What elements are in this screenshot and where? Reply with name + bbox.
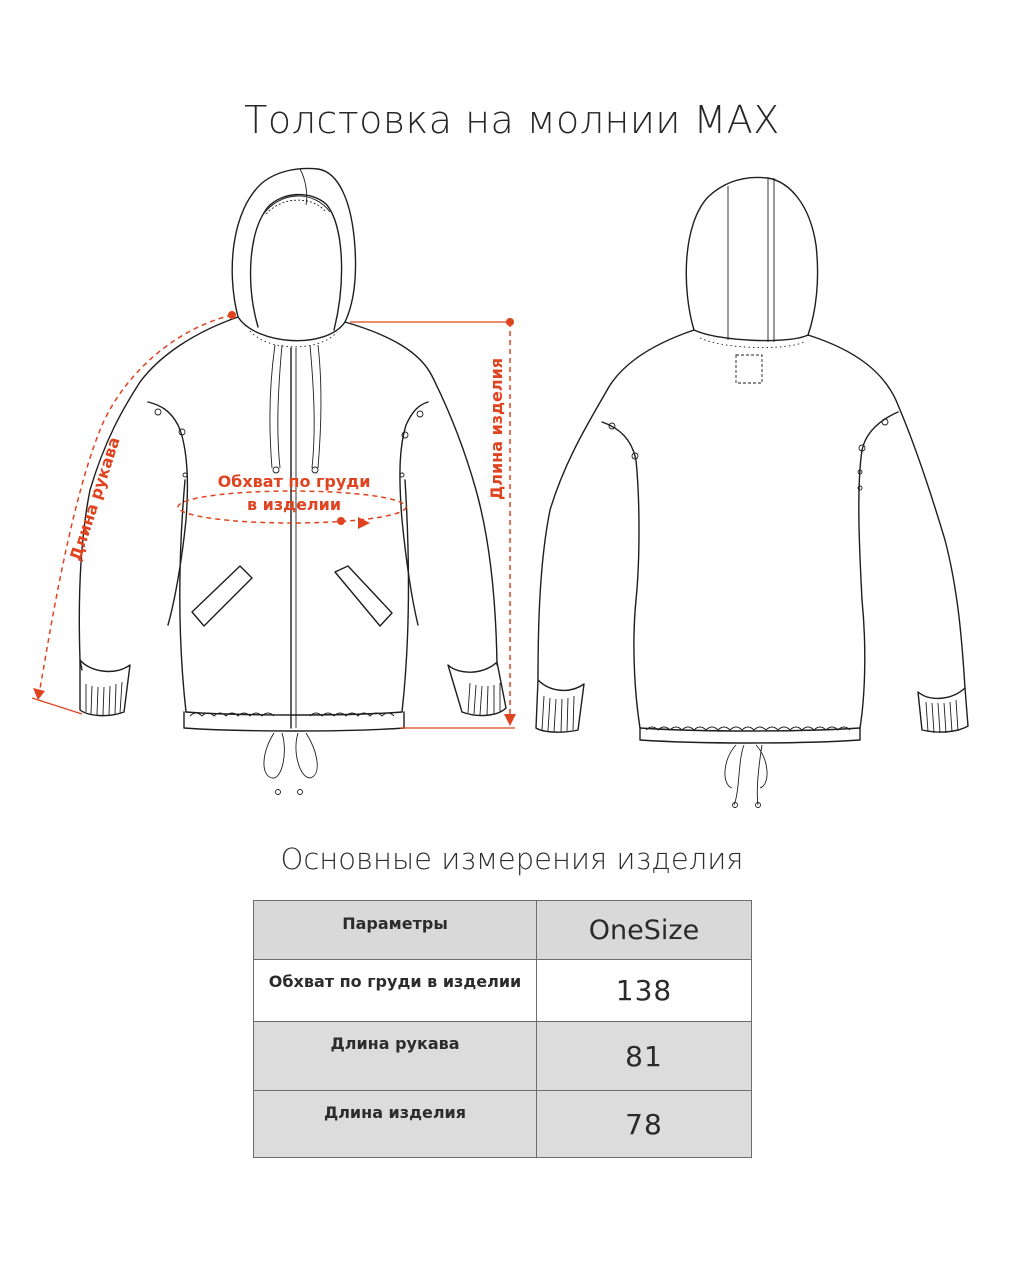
- value-length: 78: [537, 1091, 752, 1158]
- header-parameters: Параметры: [254, 901, 537, 960]
- value-chest: 138: [537, 960, 752, 1022]
- garment-sketch: [0, 160, 1024, 820]
- back-view: [536, 177, 968, 807]
- sleeve-length-label: Длина рукава: [65, 434, 124, 564]
- chest-label-line2: в изделии: [246, 495, 342, 514]
- table-row: [254, 1022, 752, 1091]
- param-chest: Обхват по груди в изделии: [254, 960, 537, 1022]
- param-length: Длина изделия: [254, 1091, 537, 1158]
- table-row: [254, 960, 752, 1022]
- value-sleeve: 81: [537, 1022, 752, 1091]
- chest-label-line1: Обхват по груди: [217, 472, 371, 491]
- chest-dot: [337, 517, 345, 525]
- header-size: OneSize: [537, 901, 752, 960]
- table-row: [254, 1091, 752, 1158]
- measurement-lines: [32, 311, 516, 728]
- table-header-row: [254, 901, 752, 960]
- param-sleeve: Длина рукава: [254, 1022, 537, 1091]
- measurements-table: [253, 900, 752, 1158]
- page-title: Толстовка на молнии MAX: [244, 98, 780, 142]
- length-start-dot: [506, 318, 514, 326]
- sleeve-start-dot: [228, 311, 236, 319]
- section-title: Основные измерения изделия: [280, 842, 744, 876]
- garment-length-label: Длина изделия: [487, 357, 506, 500]
